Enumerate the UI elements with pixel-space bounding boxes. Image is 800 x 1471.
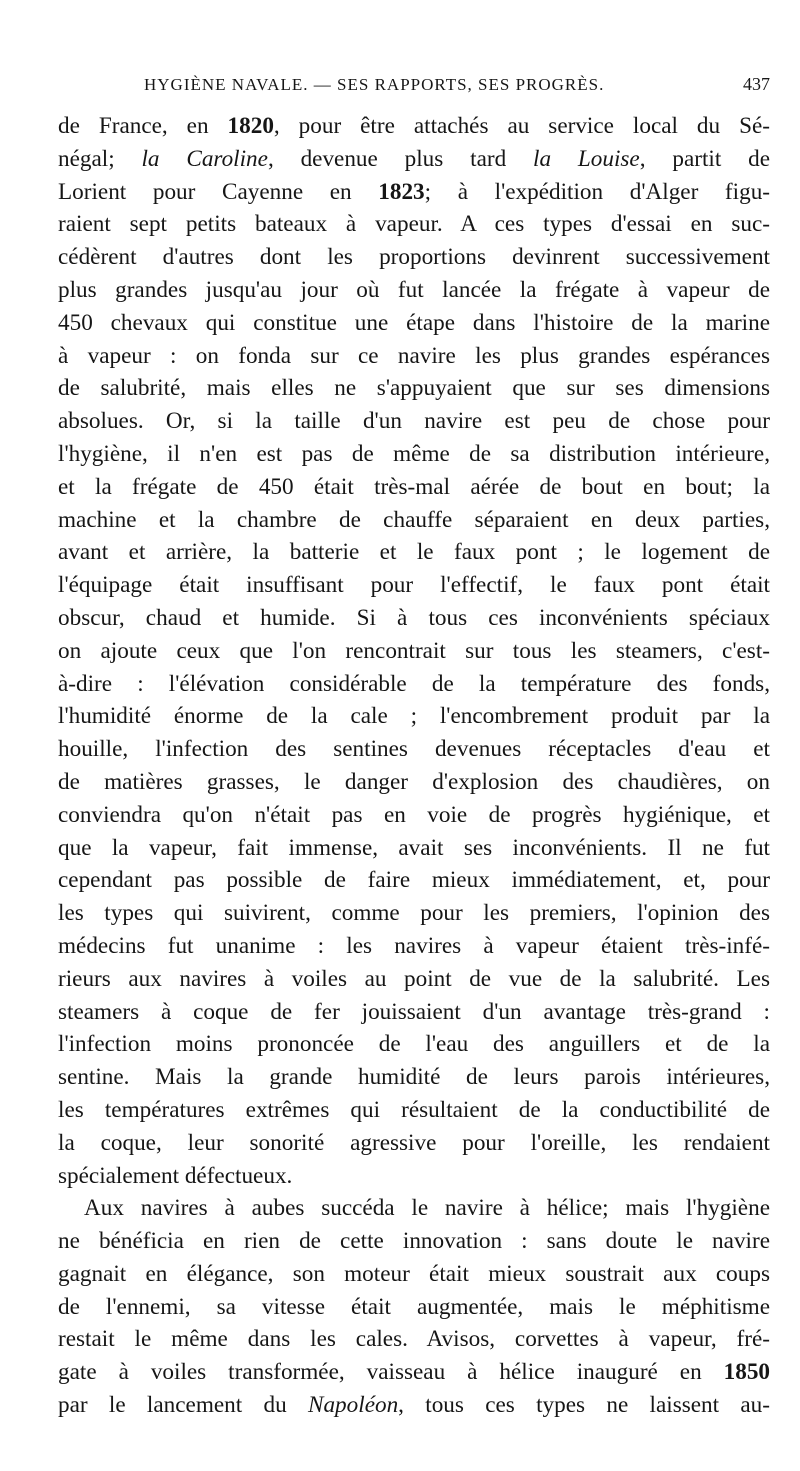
bold-number: 1850 (723, 1359, 770, 1386)
text-segment: gate à voiles transformée, vaisseau à hélice inauguré en (58, 1359, 724, 1386)
text-line (58, 438, 770, 471)
text-segment: Lorient pour Cayenne en (58, 178, 379, 205)
text-segment: l'infection moins prononcée de l'eau des anguillers et de la (58, 1031, 770, 1058)
text-line (58, 832, 770, 865)
text-line (58, 307, 770, 340)
text-line (58, 864, 770, 897)
text-segment: que la vapeur, fait immense, avait ses inconvénients. Il ne fut (58, 834, 770, 861)
text-line (58, 766, 770, 799)
text-line (58, 569, 770, 602)
text-segment: les types qui suivirent, comme pour les premiers, l'opinion des (58, 900, 770, 927)
running-title: HYGIÈNE NAVALE. — SES RAPPORTS, SES PROGRÈS. (144, 75, 605, 94)
text-segment: l'équipage était insuffisant pour l'effectif, le faux pont était (58, 572, 770, 599)
text-segment: cependant pas possible de faire mieux immédiatement, et, pour (58, 867, 770, 894)
text-line (58, 1258, 770, 1291)
text-segment: , tous ces types ne laissent au- (398, 1392, 770, 1419)
text-segment: de matières grasses, le danger d'explosion des chaudières, on (58, 768, 770, 795)
italic-ship-name: la Caroline (141, 145, 268, 172)
text-line (58, 996, 770, 1029)
page-number: 437 (743, 74, 770, 94)
text-line (58, 471, 770, 504)
text-line (58, 602, 770, 635)
text-line (58, 1094, 770, 1127)
text-line (58, 1225, 770, 1258)
text-segment: à-dire : l'élévation considérable de la température des fonds, (58, 670, 770, 697)
text-line (58, 733, 770, 766)
text-line (58, 1291, 770, 1324)
book-page (58, 74, 770, 1422)
text-line (58, 1323, 770, 1356)
text-segment: on ajoute ceux que l'on rencontrait sur tous les steamers, c'est- (58, 637, 770, 664)
text-segment: ne bénéficia en rien de cette innovation : sans doute le navire (58, 1228, 770, 1255)
text-line (58, 241, 770, 274)
text-line (58, 1192, 770, 1225)
text-segment: et la frégate de 450 était très-mal aérée de bout en bout; la (58, 473, 770, 500)
text-segment: de France, en (58, 113, 228, 139)
text-segment: , devenue plus tard (267, 145, 533, 172)
text-segment: , pour être attachés au service local du Sé- (273, 113, 770, 139)
italic-ship-name: Napoléon (308, 1392, 399, 1419)
bold-number: 1823 (378, 178, 425, 205)
text-segment: plus grandes jusqu'au jour où fut lancée la frégate à vapeur de (58, 276, 770, 303)
text-segment: houille, l'infection des sentines devenues réceptacles d'eau et (58, 736, 770, 763)
text-segment: steamers à coque de fer jouissaient d'un avantage très-grand : (58, 998, 770, 1025)
text-segment: médecins fut unanime : les navires à vapeur étaient très-infé- (58, 932, 770, 959)
running-header (58, 74, 770, 110)
text-line (58, 504, 770, 537)
text-line (58, 1356, 770, 1389)
text-line (58, 930, 770, 963)
bold-number: 1820 (227, 113, 274, 139)
text-segment: sentine. Mais la grande humidité de leurs parois intérieures, (58, 1064, 770, 1091)
text-line (58, 208, 770, 241)
text-line (58, 1061, 770, 1094)
text-line (58, 372, 770, 405)
body-text (58, 110, 770, 1422)
text-line (58, 635, 770, 668)
text-line (58, 143, 770, 176)
text-segment: cédèrent d'autres dont les proportions devinrent successivement (58, 244, 770, 271)
text-segment: machine et la chambre de chauffe séparaient en deux parties, (58, 506, 770, 533)
text-line (58, 1389, 770, 1422)
text-line (58, 1028, 770, 1061)
text-line (58, 176, 770, 209)
text-line (58, 963, 770, 996)
text-line (58, 799, 770, 832)
text-segment: les températures extrêmes qui résultaient de la conductibilité de (58, 1096, 770, 1123)
text-segment: ; à l'expédition d'Alger figu- (424, 178, 770, 205)
text-segment: négal; (58, 145, 142, 172)
text-line (58, 1160, 770, 1193)
text-segment: , partit de (639, 145, 770, 172)
text-line (58, 274, 770, 307)
text-line (58, 536, 770, 569)
text-segment: la coque, leur sonorité agressive pour l'oreille, les rendaient (58, 1129, 770, 1156)
text-line (58, 1127, 770, 1160)
text-segment: rieurs aux navires à voiles au point de vue de la salubrité. Les (58, 965, 770, 992)
text-line (58, 700, 770, 733)
text-line (58, 340, 770, 373)
italic-ship-name: la Louise (533, 145, 640, 172)
text-line (58, 110, 770, 143)
text-line (58, 897, 770, 930)
text-segment: de l'ennemi, sa vitesse était augmentée, mais le méphitisme (58, 1293, 770, 1320)
text-segment: absolues. Or, si la taille d'un navire est peu de chose pour (58, 408, 770, 435)
text-segment: 450 chevaux qui constitue une étape dans l'histoire de la marine (58, 309, 770, 336)
text-segment: l'humidité énorme de la cale ; l'encombrement produit par la (58, 703, 770, 730)
text-line (58, 405, 770, 438)
text-segment: avant et arrière, la batterie et le faux pont ; le logement de (58, 539, 770, 566)
text-segment: l'hygiène, il n'en est pas de même de sa distribution intérieure, (58, 440, 770, 467)
text-segment: restait le même dans les cales. Avisos, corvettes à vapeur, fré- (58, 1326, 770, 1353)
text-segment: à vapeur : on fonda sur ce navire les plus grandes espérances (58, 342, 770, 369)
text-segment: de salubrité, mais elles ne s'appuyaient que sur ses dimensions (58, 375, 770, 402)
text-segment: Aux navires à aubes succéda le navire à hélice; mais l'hygiène (84, 1195, 770, 1222)
text-segment: conviendra qu'on n'était pas en voie de progrès hygiénique, et (58, 801, 770, 828)
text-segment: par le lancement du (58, 1392, 308, 1419)
text-segment: raient sept petits bateaux à vapeur. A ces types d'essai en suc- (58, 211, 770, 238)
text-segment: gagnait en élégance, son moteur était mieux soustrait aux coups (58, 1260, 770, 1287)
text-segment: obscur, chaud et humide. Si à tous ces inconvénients spéciaux (58, 604, 770, 631)
text-segment: spécialement défectueux. (58, 1162, 293, 1189)
text-line (58, 668, 770, 701)
